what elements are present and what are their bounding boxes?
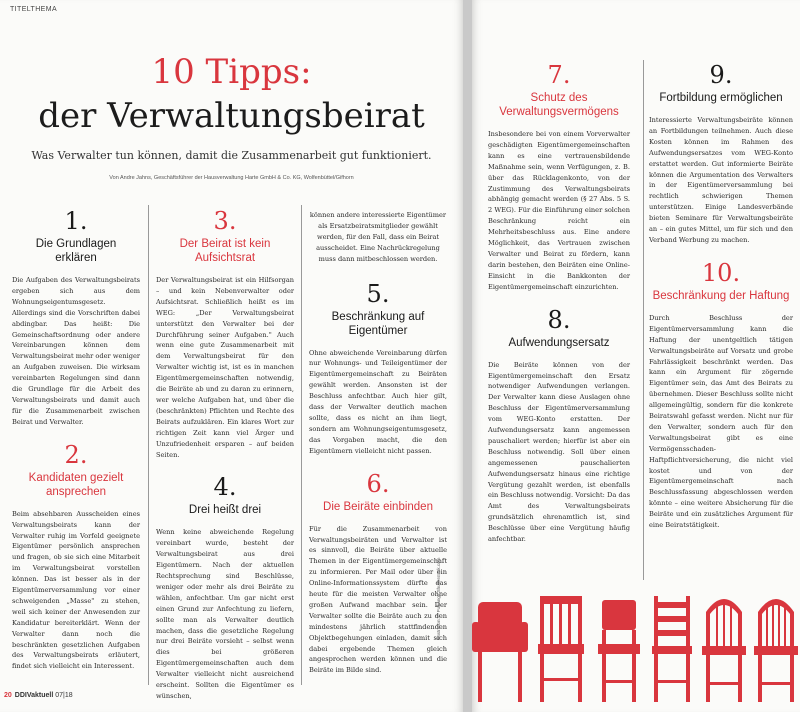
right-page bbox=[472, 0, 800, 712]
tip-text: Wenn keine abweichende Regelung vereinbart wurde, besteht der Verwaltungsbeirat aus drei Eigentümern. Nach der aktuellen Rechtsprechung sind Beschlüsse, weniger oder mehr als drei Beiräte zu wählen, anfechtbar. Um gar nicht erst einen Grund zur Anfechtung zu liefern, sollte man als Verwalter deutlich machen, dass die gesetzliche Regelung nur drei Beiräte vorsieht – selbst wenn dies bei größeren Eigentümergemeinschaften auch dem Verwalter vielleicht nicht ausreichend erscheint. Sollten die Eigentümer es wünschen, bbox=[156, 528, 294, 700]
issue-number: 07|18 bbox=[55, 692, 73, 699]
column-divider bbox=[643, 60, 644, 580]
tip-2 bbox=[12, 442, 140, 673]
tip-text: Durch Beschluss der Eigentümerversammlung kann die Haftung der unentgeltlich tätigen Verwaltungsbeiräte auf Vorsatz und grobe Fahrlässigkeit beschränkt werden. Das kann ein Argument für zögernde Eigentümer sein, das Amt des Beirats zu übernehmen. Dieser Beschluss sollte nicht allgemeingültig, sondern für die konkrete Beiratswahl gefasst werden. Nicht nur für den Verwalter, sondern auch für den Verwaltungsbeirat gibt es eine Vermögensschaden-Haftpflichtversicherung, die nicht viel kostet und von der Eigentümergemeinschaft nach Beschlussfassung abgeschlossen werden könnte – eine weitere Absicherung für die Beiräte und ein zusätzliches Argument für eine Beiratstätigkeit. bbox=[649, 313, 793, 530]
tip-number: 3. bbox=[213, 207, 237, 235]
tip-6 bbox=[309, 471, 447, 677]
tip-7 bbox=[480, 62, 638, 293]
tip-heading: Der Beirat ist kein Aufsichtsrat bbox=[179, 238, 271, 264]
article-title-line1: 10 Tipps: bbox=[151, 52, 312, 92]
article-subtitle: Was Verwalter tun können, damit die Zusammenarbeit gut funktioniert. bbox=[31, 149, 432, 162]
tip-heading: Kandidaten gezielt ansprechen bbox=[28, 471, 124, 498]
armchair-icon bbox=[472, 602, 528, 702]
tip-text: Beim absehbaren Ausscheiden eines Verwaltungsbeirats kann der Verwalter ruhig im Vorfeld geeignete Eigentümer persönlich ansprechen und fragen, ob sie sich eine Mitarbeit im Verwaltungsbeirat vorstellen können. Das ist besser als in der Eigentümerversammlung vor einer schweigenden „Masse" zu stehen, weil sich keiner der Anwesenden zur Kandidatur bereiterklärt. Wenn der Verwalter dann noch die beschränkten gesetzlichen Aufgaben des Verwaltungsbeirats erläutert, findet sich vielleicht ein Interessent. bbox=[12, 509, 140, 671]
tip-3 bbox=[156, 208, 294, 460]
column-3 bbox=[309, 210, 447, 676]
tip-number: 10. bbox=[701, 258, 741, 287]
tip-text: Die Aufgaben des Verwaltungsbeirats ergeben sich aus dem Wohnungseigentumsgesetz. Allerdings sind die Vorschriften dabei abdingbar. Das heißt: Die Gemeinschaftsordnung oder andere Vereinbarungen können dem Verwaltungsbeirat mehr oder weniger an Aufgaben zuweisen. Die wirksam vereinbarten Regelungen sind dann die Grundlage für die Arbeit des Verwaltungsbeirats und damit auch für die Zusammenarbeit zwischen Beirat und Verwalter. bbox=[12, 276, 140, 426]
tip-heading: Die Beiräte einbinden bbox=[323, 500, 433, 513]
tip-number: 5. bbox=[366, 279, 390, 308]
tip-number: 7. bbox=[547, 61, 571, 89]
tip-number: 4. bbox=[213, 473, 237, 502]
section-tag: TITELTHEMA bbox=[10, 6, 58, 13]
ladder-chair-icon bbox=[652, 596, 692, 702]
column-divider bbox=[148, 205, 149, 685]
article-title-line2: der Verwaltungsbeirat bbox=[38, 96, 425, 136]
tip-number: 2. bbox=[64, 440, 88, 469]
tip-heading: Beschränkung auf Eigentümer bbox=[331, 310, 425, 337]
tip-heading: Fortbildung ermöglichen bbox=[659, 92, 783, 104]
tip-text: Für die Zusammenarbeit von Verwaltungsbeiräten und Verwalter ist es sinnvoll, die Beiräte über aktuelle Themen in der Eigentümergemeinschaft zu informieren. Per Mail oder über ein Online-Informationssystem dürfte das heute für die meisten Verwalter ohne großen Aufwand machbar sein. Der Verwalter sollte die Beiräte auch zu den mindestens jährlich stattfindenden Objektbegehungen einladen, damit sich dabei ergebende Themen gleich angesprochen werden können und die Beiräte im Bilde sind. bbox=[309, 524, 447, 675]
tip-number: 8. bbox=[547, 305, 571, 334]
article-byline: Von Andre Jahns, Geschäftsführer der Hausverwaltung Harte GmbH & Co. KG, Wolfenbüttel/Gifhorn bbox=[109, 175, 354, 181]
page-footer bbox=[4, 692, 73, 699]
tip-1 bbox=[12, 208, 140, 428]
tip-heading: Aufwendungsersatz bbox=[508, 336, 610, 349]
page-gutter bbox=[463, 0, 472, 712]
tip-10 bbox=[649, 260, 793, 531]
tip-4 bbox=[156, 474, 294, 702]
tip-4-continued: können andere interessierte Eigentümer als Ersatzbeiratsmitglieder gewählt werden, für den Fall, dass ein Beirat ausscheidet. Eine Nachrückregelung muss dann mitbeschlossen werden. bbox=[309, 211, 447, 263]
column-2 bbox=[156, 208, 294, 702]
red-chairs-illustration bbox=[472, 592, 800, 707]
tip-5 bbox=[309, 281, 447, 457]
tip-text: Insbesondere bei von einem Vorverwalter geschädigten Eigentümergemeinschaften kann es eine vertrauensbildende Maßnahme sein, wenn Verfügungen, z. B. über das Rücklagenkonto, von der Zustimmung des Verwaltungsbeirats abhängig gemacht werden (§ 27 Abs. 5 S. 2 WEG). Für die Einführung einer solchen Beschränkung reicht ein Mehrheitsbeschluss aus. Eine andere Möglichkeit, das Vertrauen zwischen Verwalter und Beirat zu fördern, kann darin bestehen, den Beiräten eine Online-Einsicht in die Bankkonten der Eigentümergemeinschaft einzurichten. bbox=[488, 130, 630, 291]
tip-text: Ohne abweichende Vereinbarung dürfen nur Wohnungs- und Teileigentümer der Eigentümergemeinschaft zu Beiräten gewählt werden. Ansonsten ist der Beschluss anfechtbar. Auch hier gilt, dass der Verwalter deutlich machen sollte, dass es nicht an ihm liegt, sondern am Wohnungseigentumsgesetz, das Vorgaben macht, die den Eigentümern vielleicht nicht passen. bbox=[309, 348, 447, 455]
tip-text: Der Verwaltungsbeirat ist ein Hilfsorgan – und kein Nebenverwalter oder Aufsichtsrat. Schließlich heißt es im WEG: „Der Verwaltungsbeirat unterstützt den Verwalter bei der Durchführung seiner Aufgaben." Auch wenn eine gute Zusammenarbeit mit dem Verwaltungsbeirat für den Verwalter wichtig ist, ist es in manchen Eigentümergemeinschaften notwendig, die Beiräte ab und zu daran zu erinnern, wer welche Aufgaben hat, und über die (beschränkten) Pflichten und Rechte des Beirats aufzuklären. Ein klares Wort zur richtigen Zeit kann viel Ärger und Unzufriedenheit ersparen – auf beiden Seiten. bbox=[156, 276, 294, 459]
tip-number: 9. bbox=[709, 61, 733, 89]
tip-text: Die Beiräte können von der Eigentümergemeinschaft den Ersatz notwendiger Aufwendungen verlangen. Der Verwalter kann diese Auslagen ohne Beschluss der Eigentümerversammlung vom WEG-Konto erstatten. Der Aufwendungsersatz kann angemessen pauschaliert werden; hierfür ist aber ein Beschluss notwendig. Soll über einen angemessenen pauschalierten Aufwendungsersatz hinaus eine richtige Vergütung gezahlt werden, ist ebenfalls ein Beschluss notwendig. Vorsicht: Da das Amt des Verwaltungsbeirats grundsätzlich ehrenamtlich ist, sind Beschlüsse über eine Vergütung häufig anfechtbar. bbox=[488, 360, 630, 544]
tip-heading: Beschränkung der Haftung bbox=[652, 289, 790, 302]
tip-8 bbox=[480, 307, 638, 545]
column-4 bbox=[480, 62, 638, 545]
tip-heading: Drei heißt drei bbox=[188, 504, 262, 517]
tip-9 bbox=[649, 62, 793, 246]
illustration-credit: Illustration: © Pulkang / Shutterstock.com bbox=[436, 557, 441, 640]
column-5 bbox=[649, 62, 793, 531]
windsor-chair-icon bbox=[754, 599, 798, 702]
slatted-chair-icon bbox=[538, 596, 584, 702]
column-divider bbox=[301, 205, 302, 685]
column-1 bbox=[12, 208, 140, 672]
simple-chair-icon bbox=[598, 600, 640, 702]
page-number: 20 bbox=[4, 692, 12, 699]
tip-number: 6. bbox=[366, 469, 390, 498]
tip-number: 1. bbox=[64, 207, 88, 235]
tip-heading: Schutz des Verwaltungsvermögens bbox=[499, 92, 619, 118]
magazine-name: DDIVaktuell bbox=[14, 692, 54, 699]
windsor-chair-icon bbox=[702, 599, 746, 702]
tip-text: Interessierte Verwaltungsbeiräte können an Fortbildungen teilnehmen. Auch diese Kosten können im Rahmen des Aufwendungsersatzes vom WEG-Konto erstattet werden. Gut informierte Beiräte können die Argumentation des Verwalters in der Eigentümerversammlung bei rechtlich schwierigen Themen unterstützen. Einige Landesverbände bieten Seminare für Verwaltungsbeiräte an – ein gutes Mittel, um für sich und den Verband Werbung zu machen. bbox=[649, 116, 793, 244]
tip-heading: Die Grundlagen erklären bbox=[35, 238, 117, 264]
